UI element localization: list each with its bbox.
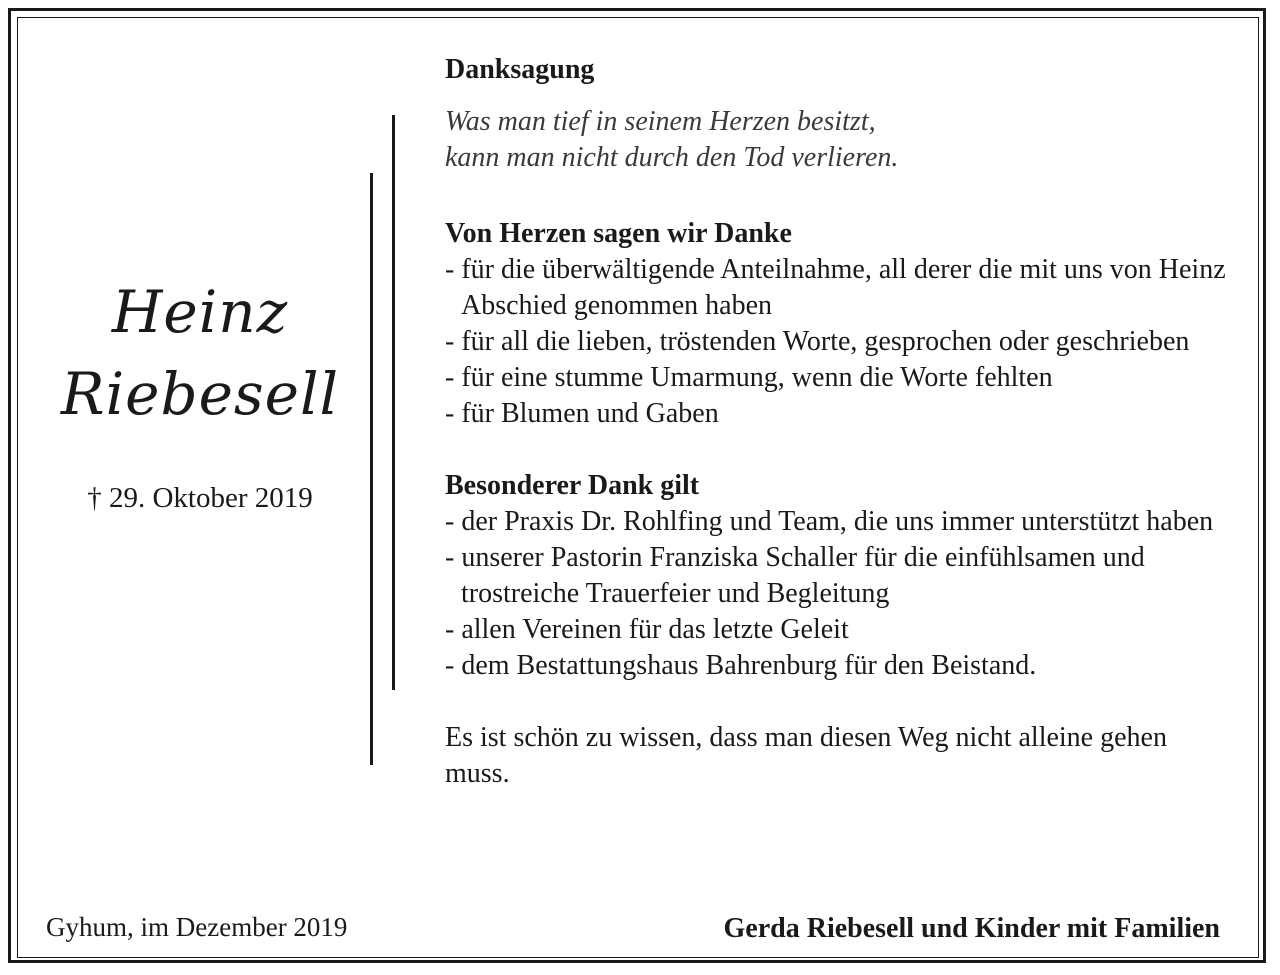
special-thanks-list [445, 504, 1235, 684]
divider-line [392, 115, 395, 690]
quote-line: Was man tief in seinem Herzen besitzt, [445, 106, 876, 137]
list-item: - für eine stumme Umarmung, wenn die Worte fehlten [445, 362, 1053, 393]
list-item: - der Praxis Dr. Rohlfing und Team, die uns immer unterstützt haben [445, 506, 1214, 537]
quote-line: kann man nicht durch den Tod verlieren. [445, 142, 899, 173]
list-item: - für all die lieben, tröstenden Worte, gesprochen oder geschrieben [445, 326, 1190, 357]
list-item: - unserer Pastorin Franziska Schaller für die einfühlsamen und trostreiche Trauerfeier und Begleitung [445, 542, 1145, 609]
page-title: Danksagung [445, 54, 595, 85]
list-item: - allen Vereinen für das letzte Geleit [445, 614, 849, 645]
list-item: - für die überwältigende Anteilnahme, all derer die mit uns von Heinz Abschied genommen haben [445, 254, 1226, 321]
thanks-heading: Von Herzen sagen wir Danke [445, 218, 792, 249]
deceased-first-name: Heinz [111, 278, 289, 346]
quote [445, 104, 1235, 176]
signature: Gerda Riebesell und Kinder mit Familien [723, 913, 1220, 944]
thanks-list [445, 252, 1235, 432]
place-date: Gyhum, im Dezember 2019 [46, 912, 348, 942]
death-date: † 29. Oktober 2019 [87, 482, 313, 514]
main-text [445, 52, 1235, 792]
divider-line [370, 173, 373, 765]
list-item: - für Blumen und Gaben [445, 398, 719, 429]
deceased-last-name: Riebesell [60, 360, 340, 428]
special-thanks-heading: Besonderer Dank gilt [445, 470, 700, 501]
closing-text: Es ist schön zu wissen, dass man diesen Weg nicht alleine gehen muss. [445, 722, 1167, 789]
list-item: - dem Bestattungshaus Bahrenburg für den Beistand. [445, 650, 1037, 681]
